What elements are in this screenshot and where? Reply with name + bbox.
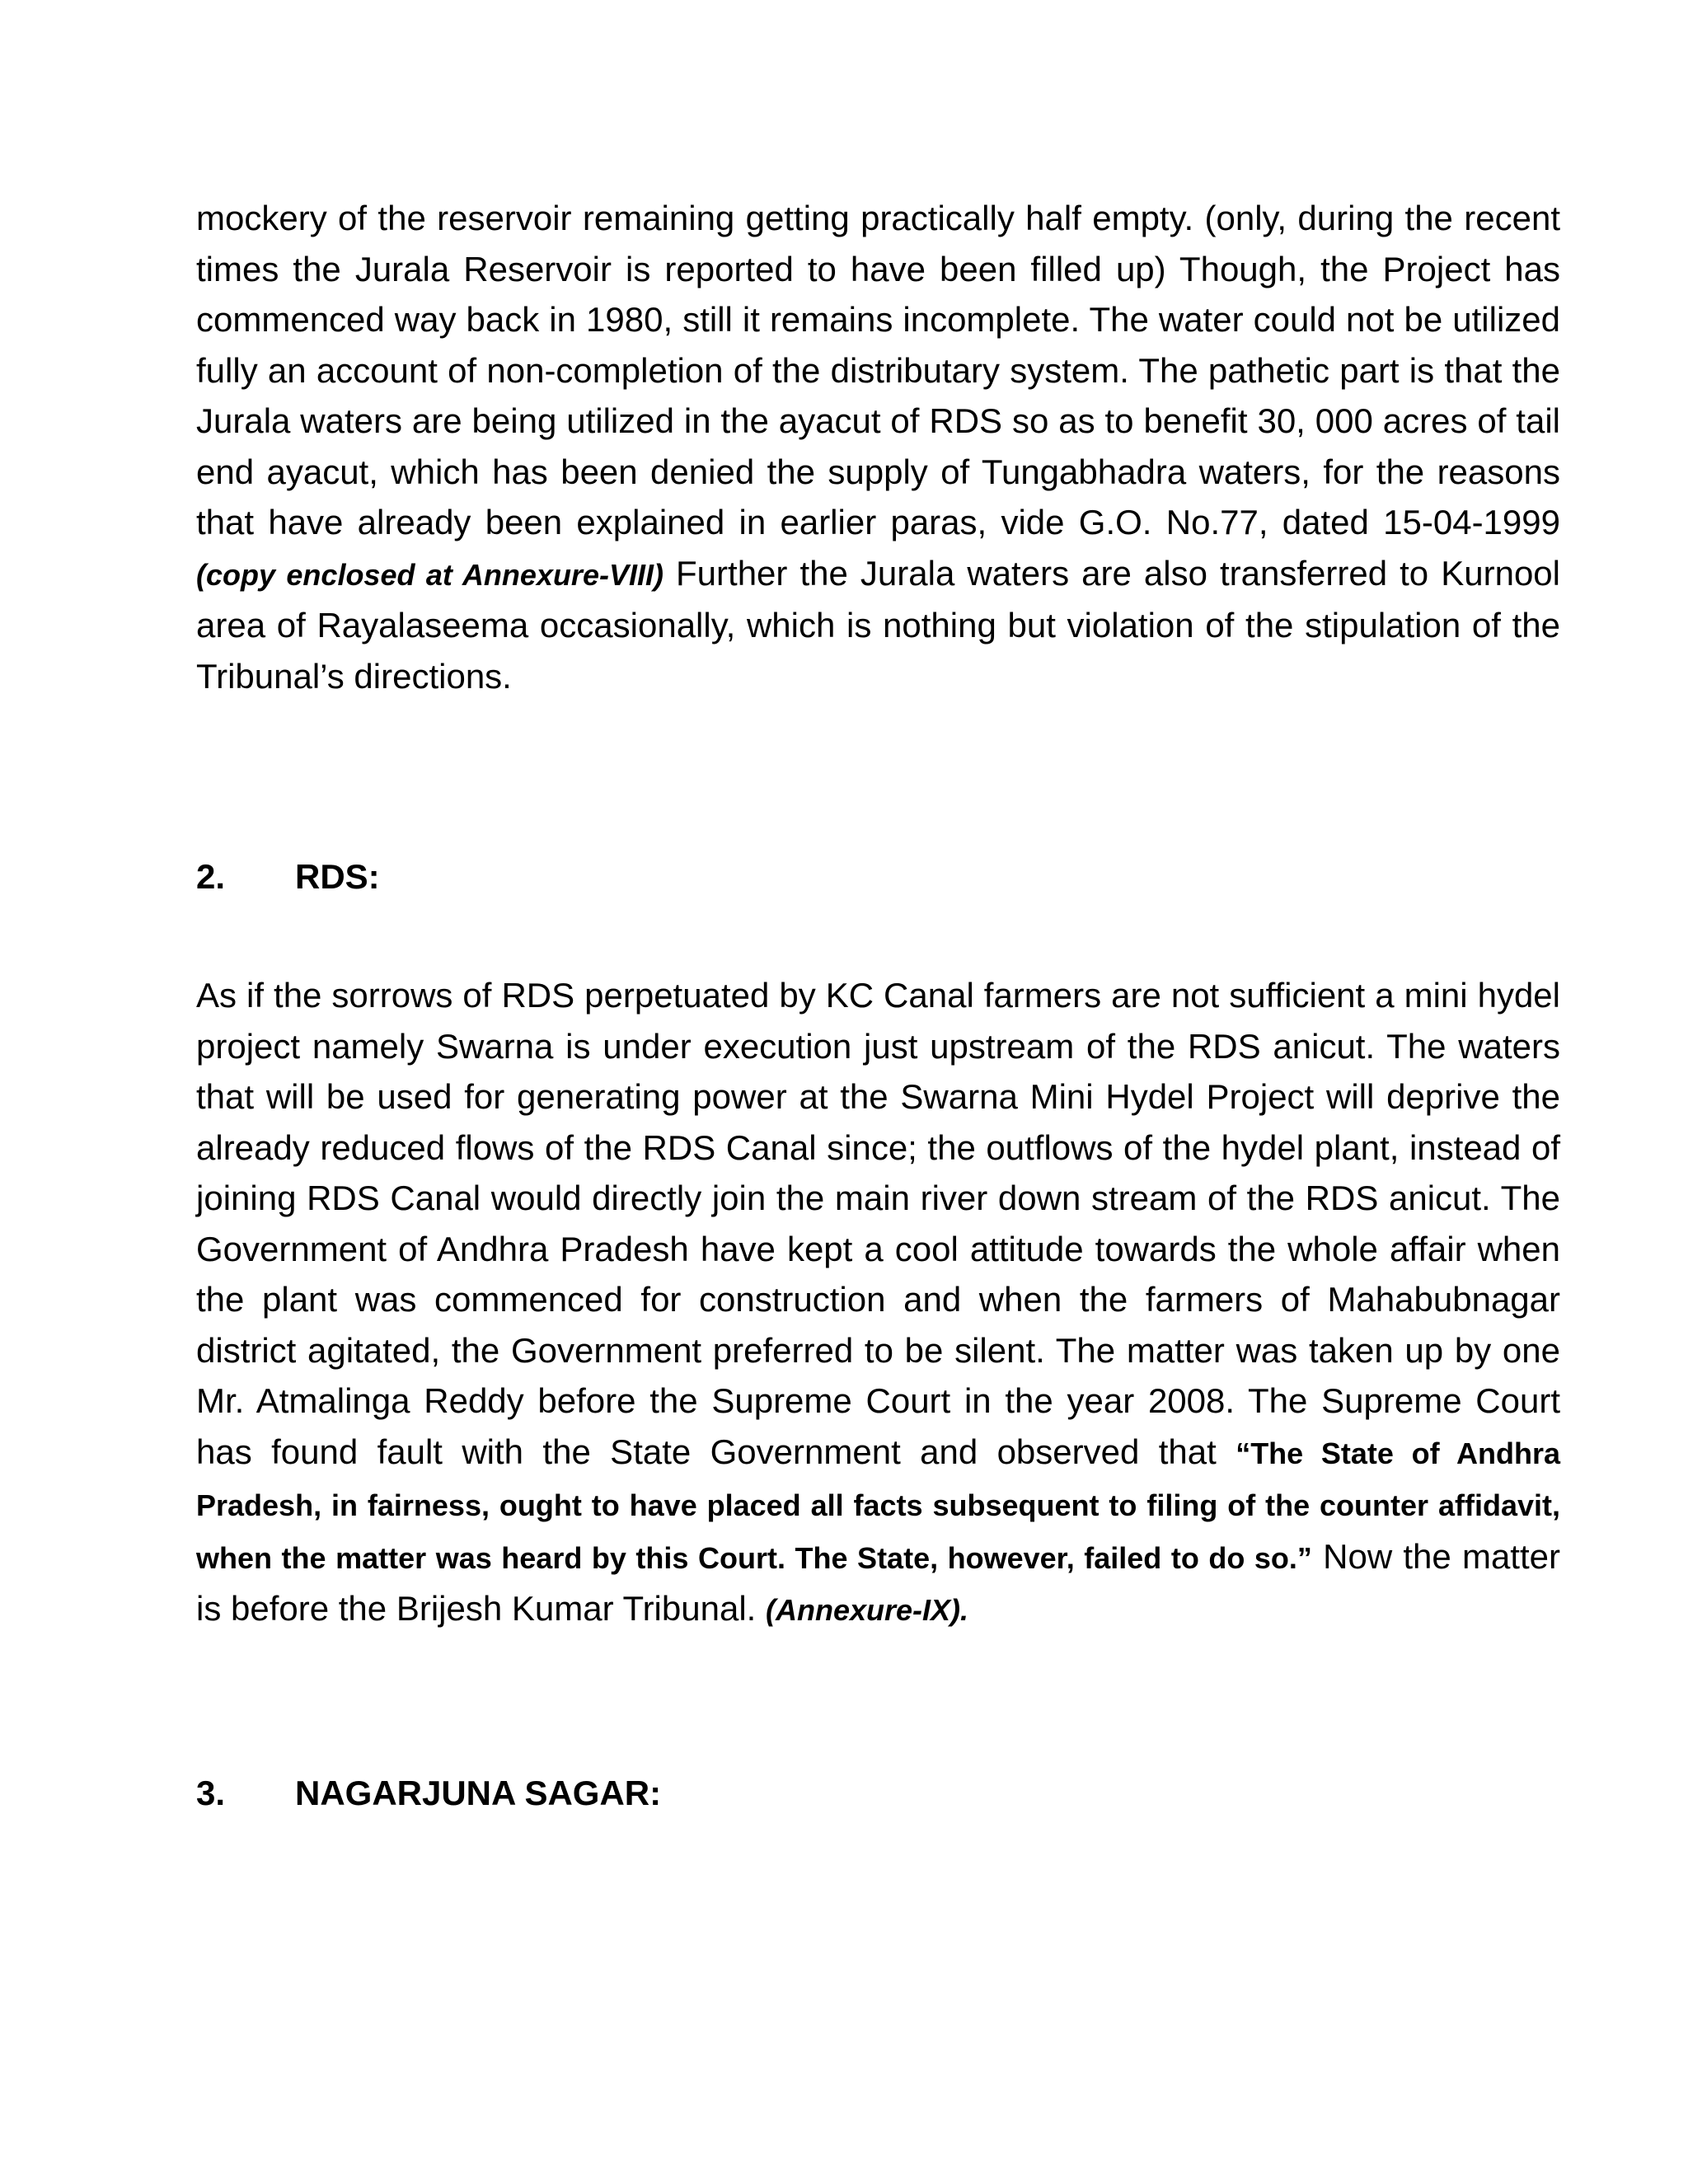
section-title: NAGARJUNA SAGAR: [295,1774,662,1812]
annexure-reference: (copy enclosed at Annexure-VIII) [196,557,663,592]
section-number: 3. [196,1774,226,1812]
section-title: RDS: [295,857,380,896]
paragraph-text: Further the Jurala waters are also transferred to Kurnool area of Rayalaseema occasionally, which is nothing but violation of the stipulation of the Tribunal’s directions. [196,553,1560,696]
court-quote: “The State of Andhra Pradesh, in fairness, ought to have placed all facts subsequent to filing of the counter affidavit, when the matter was heard by this Court. The State, however, failed to do so.” [196,1436,1561,1575]
annexure-reference: (Annexure-IX). [766,1593,969,1627]
paragraph-text: As if the sorrows of RDS perpetuated by KC Canal farmers are not sufficient a mini hydel project namely Swarna is under execution just upstream of the RDS anicut. The waters that will be used for generating power at the Swarna Mini Hydel Project will deprive the already reduced flows of the RDS Canal since; the outflows of the hydel plant, instead of joining RDS Canal would directly join the main river down stream of the RDS anicut. The Government of Andhra Pradesh have kept a cool attitude towards the whole affair when the plant was commenced for construction and when the farmers of Mahabubnagar district agitated, the Government preferred to be silent. The matter was taken up by one Mr. Atmalinga Reddy before the Supreme Court in the year 2008. The Supreme Court has found fault with the State Government and observed that [196,976,1560,1471]
section-heading-rds [196,851,380,902]
paragraph-jurala [196,193,1560,701]
paragraph-text: Now the matter is before the Brijesh Kumar Tribunal. [196,1536,1560,1628]
paragraph-rds [196,970,1560,1636]
section-number: 2. [196,857,226,896]
section-heading-nagarjuna-sagar [196,1768,661,1818]
paragraph-text: mockery of the reservoir remaining getting practically half empty. (only, during the recent times the Jurala Reservoir is reported to have been filled up) Though, the Project has commenced way back in 1980, still it remains incomplete. The water could not be utilized fully an account of non-completion of the distributary system. The pathetic part is that the Jurala waters are being utilized in the ayacut of RDS so as to benefit 30, 000 acres of tail end ayacut, which has been denied the supply of Tungabhadra waters, for the reasons that have already been explained in earlier paras, vide G.O. No.77, dated 15-04-1999 [196,199,1560,541]
